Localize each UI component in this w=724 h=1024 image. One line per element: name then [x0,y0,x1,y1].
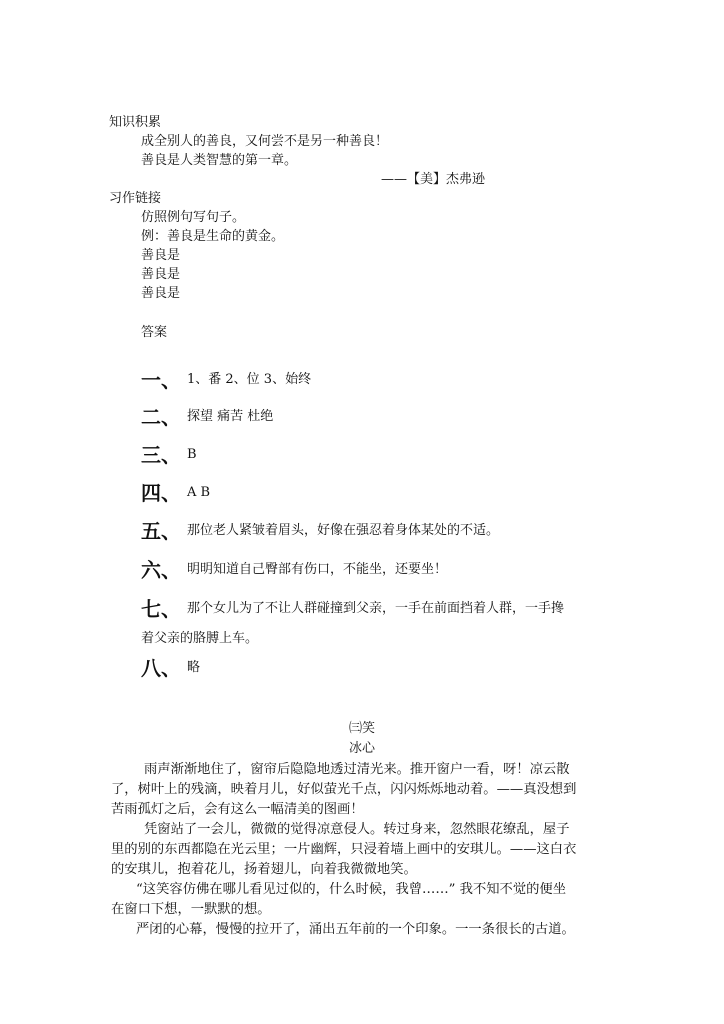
writing-blank-1: 善良是 [141,248,181,263]
answer-number: 八、 [141,656,181,680]
answer-row-1 [141,368,311,392]
essay-title: ㈢笑 [348,721,375,736]
answers-heading: 答案 [141,325,168,340]
answer-text: B [187,447,197,462]
answer-number: 二、 [141,405,181,429]
answer-row-2 [141,405,273,429]
answer-text: 明明知道自己臀部有伤口，不能坐，还要坐！ [187,562,448,577]
essay-line-8: 在窗口下想，一默默的想。 [111,902,271,917]
answer-row-5 [141,519,499,543]
essay-line-3: 苦雨孤灯之后，会有这么一幅清美的图画！ [111,802,364,817]
answer-row-4 [141,481,210,505]
answer-text: 那个女儿为了不让人群碰撞到父亲，一手在前面挡着人群，一手搀 [187,601,565,616]
knowledge-attribution: ——【美】杰弗逊 [381,172,486,187]
answer-number: 七、 [141,597,181,621]
knowledge-heading: 知识积累 [109,115,162,130]
answer-text: 略 [187,660,201,675]
writing-blank-3: 善良是 [141,286,181,301]
answer-row-7-continued [141,627,258,651]
answer-row-6 [141,558,447,582]
answer-number: 一、 [141,368,181,392]
answer-text: 着父亲的胳膊上车。 [141,631,259,646]
essay-line-1: 雨声渐渐地住了，窗帘后隐隐地透过清光来。推开窗户一看，呀！凉云散 [144,762,570,777]
answer-number: 五、 [141,519,181,543]
answer-text: A B [187,485,211,500]
knowledge-line-1: 成全别人的善良，又何尝不是另一种善良！ [141,134,389,149]
writing-heading: 习作链接 [109,191,162,206]
essay-line-6: 的安琪儿，抱着花儿，扬着翅儿，向着我微微地笑。 [111,862,417,877]
essay-line-5: 里的别的东西都隐在光云里；一片幽辉，只浸着墙上画中的安琪儿。——这白衣 [111,842,577,857]
essay-line-9: 严闭的心幕，慢慢的拉开了，涌出五年前的一个印象。一一条很长的古道。 [136,922,575,937]
answer-text: 那位老人紧皱着眉头，好像在强忍着身体某处的不适。 [187,523,500,538]
answer-row-7 [141,597,564,621]
writing-instruction: 仿照例句写句子。 [141,210,246,225]
answer-row-8 [141,656,200,680]
writing-blank-2: 善良是 [141,267,181,282]
writing-example: 例：善良是生命的黄金。 [141,229,285,244]
answer-number: 四、 [141,481,181,505]
knowledge-line-2: 善良是人类智慧的第一章。 [141,153,298,168]
essay-author: 冰心 [348,741,375,756]
answer-row-3 [141,443,197,467]
answer-number: 六、 [141,558,181,582]
answer-text: 探望 痛苦 杜绝 [187,409,274,424]
essay-line-4: 凭窗站了一会儿，微微的觉得凉意侵人。转过身来，忽然眼花缭乱，屋子 [144,822,570,837]
essay-line-2: 了，树叶上的残滴，映着月儿，好似萤光千点，闪闪烁烁地动着。——真没想到 [111,782,577,797]
answer-text: 1、番 2、位 3、始终 [187,372,312,387]
essay-line-7: “这笑容仿佛在哪儿看见过似的，什么时候，我曾……” 我不知不觉的便坐 [136,882,567,897]
answer-number: 三、 [141,443,181,467]
